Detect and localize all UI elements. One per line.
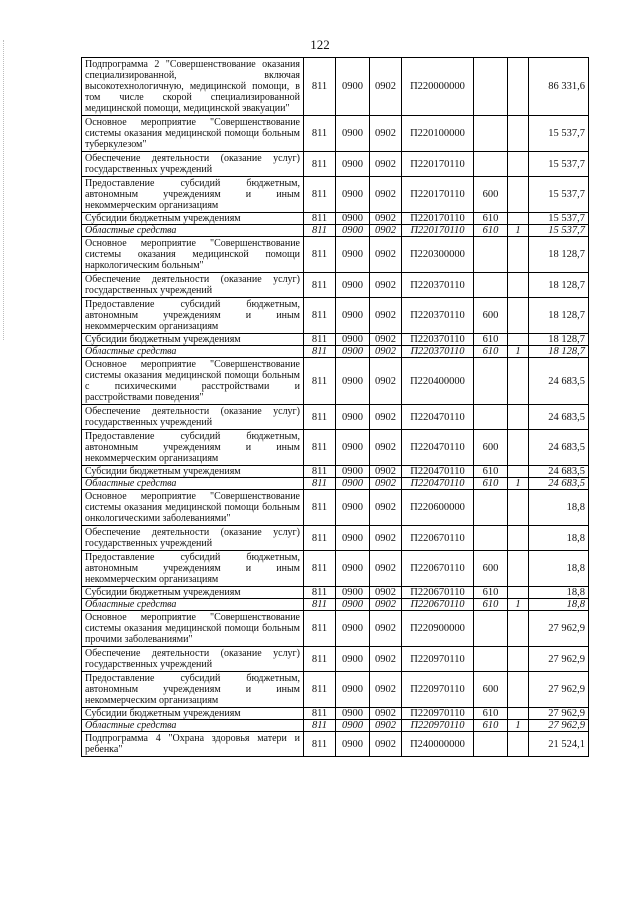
row-name-cell: Подпрограмма 4 "Охрана здоровья матери и ребенка" — [82, 732, 304, 757]
funding-source-cell — [508, 526, 529, 551]
ministry-code-cell: 811 — [304, 334, 336, 346]
ministry-code-cell: 811 — [304, 116, 336, 152]
expense-type-cell: 610 — [474, 466, 508, 478]
amount-cell: 15 537,7 — [529, 213, 589, 225]
table-row — [82, 177, 589, 213]
amount-cell: 27 962,9 — [529, 708, 589, 720]
section-code-cell: 0900 — [336, 490, 370, 526]
subsection-code-cell: 0902 — [370, 273, 402, 298]
section-code-cell: 0900 — [336, 611, 370, 647]
section-code-cell: 0900 — [336, 405, 370, 430]
row-name-cell: Основное мероприятие "Совершенствование системы оказания медицинской помощи больным с психическими расстройствами и расстройствами поведения" — [82, 358, 304, 405]
funding-source-cell: 1 — [508, 225, 529, 237]
section-code-cell: 0900 — [336, 647, 370, 672]
target-article-cell: П220370110 — [402, 334, 474, 346]
table-row — [82, 273, 589, 298]
row-name-cell: Предоставление субсидий бюджетным, автономным учреждениям и иным некоммерческим организациям — [82, 177, 304, 213]
amount-cell: 27 962,9 — [529, 720, 589, 732]
amount-cell: 18,8 — [529, 587, 589, 599]
subsection-code-cell: 0902 — [370, 213, 402, 225]
amount-cell: 15 537,7 — [529, 225, 589, 237]
table-row — [82, 647, 589, 672]
funding-source-cell — [508, 466, 529, 478]
table-row — [82, 116, 589, 152]
ministry-code-cell: 811 — [304, 225, 336, 237]
ministry-code-cell: 811 — [304, 587, 336, 599]
table-row — [82, 587, 589, 599]
expense-type-cell: 600 — [474, 551, 508, 587]
target-article-cell: П220370110 — [402, 346, 474, 358]
funding-source-cell: 1 — [508, 599, 529, 611]
target-article-cell: П220400000 — [402, 358, 474, 405]
funding-source-cell — [508, 490, 529, 526]
expense-type-cell: 610 — [474, 334, 508, 346]
subsection-code-cell: 0902 — [370, 430, 402, 466]
amount-cell: 18 128,7 — [529, 237, 589, 273]
target-article-cell: П220670110 — [402, 526, 474, 551]
section-code-cell: 0900 — [336, 732, 370, 757]
row-name-cell: Субсидии бюджетным учреждениям — [82, 587, 304, 599]
amount-cell: 27 962,9 — [529, 672, 589, 708]
amount-cell: 86 331,6 — [529, 58, 589, 116]
expense-type-cell — [474, 58, 508, 116]
funding-source-cell — [508, 273, 529, 298]
funding-source-cell — [508, 587, 529, 599]
row-name-cell: Областные средства — [82, 478, 304, 490]
funding-source-cell: 1 — [508, 346, 529, 358]
expense-type-cell: 610 — [474, 225, 508, 237]
subsection-code-cell: 0902 — [370, 58, 402, 116]
table-row — [82, 405, 589, 430]
funding-source-cell — [508, 334, 529, 346]
row-name-cell: Основное мероприятие "Совершенствование системы оказания медицинской помощи больным прочими заболеваниями" — [82, 611, 304, 647]
subsection-code-cell: 0902 — [370, 647, 402, 672]
subsection-code-cell: 0902 — [370, 720, 402, 732]
funding-source-cell — [508, 672, 529, 708]
regional-funds-row — [82, 599, 589, 611]
ministry-code-cell: 811 — [304, 466, 336, 478]
row-name-cell: Обеспечение деятельности (оказание услуг) государственных учреждений — [82, 152, 304, 177]
binding-margin-marks — [3, 40, 6, 340]
table-row — [82, 334, 589, 346]
target-article-cell: П220470110 — [402, 405, 474, 430]
ministry-code-cell: 811 — [304, 405, 336, 430]
table-row — [82, 526, 589, 551]
target-article-cell: П220970110 — [402, 647, 474, 672]
section-code-cell: 0900 — [336, 466, 370, 478]
amount-cell: 24 683,5 — [529, 430, 589, 466]
subsection-code-cell: 0902 — [370, 732, 402, 757]
row-name-cell: Подпрограмма 2 "Совершенствование оказания специализированной, включая высокотехнологичную, медицинской помощи, в том числе скорой специализированной медицинской помощи, медицинской эвакуации" — [82, 58, 304, 116]
subsection-code-cell: 0902 — [370, 358, 402, 405]
table-row — [82, 237, 589, 273]
target-article-cell: П220970110 — [402, 708, 474, 720]
subsection-code-cell: 0902 — [370, 466, 402, 478]
expense-type-cell — [474, 273, 508, 298]
ministry-code-cell: 811 — [304, 177, 336, 213]
section-code-cell: 0900 — [336, 599, 370, 611]
funding-source-cell — [508, 213, 529, 225]
funding-source-cell — [508, 358, 529, 405]
target-article-cell: П220600000 — [402, 490, 474, 526]
expense-type-cell: 600 — [474, 177, 508, 213]
subsection-code-cell: 0902 — [370, 298, 402, 334]
ministry-code-cell: 811 — [304, 298, 336, 334]
budget-table-body — [82, 58, 589, 757]
target-article-cell: П220900000 — [402, 611, 474, 647]
row-name-cell: Областные средства — [82, 599, 304, 611]
section-code-cell: 0900 — [336, 58, 370, 116]
subsection-code-cell: 0902 — [370, 177, 402, 213]
subsection-code-cell: 0902 — [370, 346, 402, 358]
ministry-code-cell: 811 — [304, 358, 336, 405]
ministry-code-cell: 811 — [304, 237, 336, 273]
target-article-cell: П220470110 — [402, 466, 474, 478]
row-name-cell: Предоставление субсидий бюджетным, автономным учреждениям и иным некоммерческим организациям — [82, 551, 304, 587]
target-article-cell: П220170110 — [402, 152, 474, 177]
target-article-cell: П220470110 — [402, 430, 474, 466]
row-name-cell: Субсидии бюджетным учреждениям — [82, 466, 304, 478]
target-article-cell: П220170110 — [402, 225, 474, 237]
expense-type-cell: 610 — [474, 720, 508, 732]
expense-type-cell — [474, 490, 508, 526]
section-code-cell: 0900 — [336, 237, 370, 273]
target-article-cell: П220370110 — [402, 298, 474, 334]
ministry-code-cell: 811 — [304, 213, 336, 225]
section-code-cell: 0900 — [336, 177, 370, 213]
expense-type-cell — [474, 405, 508, 430]
amount-cell: 24 683,5 — [529, 358, 589, 405]
funding-source-cell — [508, 298, 529, 334]
expense-type-cell — [474, 152, 508, 177]
section-code-cell: 0900 — [336, 152, 370, 177]
regional-funds-row — [82, 478, 589, 490]
target-article-cell: П220970110 — [402, 672, 474, 708]
amount-cell: 18,8 — [529, 599, 589, 611]
ministry-code-cell: 811 — [304, 672, 336, 708]
amount-cell: 24 683,5 — [529, 466, 589, 478]
section-code-cell: 0900 — [336, 551, 370, 587]
table-row — [82, 213, 589, 225]
target-article-cell: П220670110 — [402, 551, 474, 587]
target-article-cell: П220170110 — [402, 213, 474, 225]
expense-type-cell — [474, 732, 508, 757]
ministry-code-cell: 811 — [304, 152, 336, 177]
section-code-cell: 0900 — [336, 273, 370, 298]
table-row — [82, 152, 589, 177]
section-code-cell: 0900 — [336, 720, 370, 732]
target-article-cell: П220470110 — [402, 478, 474, 490]
funding-source-cell — [508, 152, 529, 177]
row-name-cell: Областные средства — [82, 720, 304, 732]
amount-cell: 27 962,9 — [529, 611, 589, 647]
expense-type-cell: 600 — [474, 430, 508, 466]
expense-type-cell — [474, 526, 508, 551]
target-article-cell: П220170110 — [402, 177, 474, 213]
amount-cell: 15 537,7 — [529, 116, 589, 152]
subsection-code-cell: 0902 — [370, 599, 402, 611]
section-code-cell: 0900 — [336, 298, 370, 334]
expense-type-cell: 610 — [474, 478, 508, 490]
subsection-code-cell: 0902 — [370, 237, 402, 273]
subsection-code-cell: 0902 — [370, 334, 402, 346]
subsection-code-cell: 0902 — [370, 225, 402, 237]
subsection-code-cell: 0902 — [370, 116, 402, 152]
target-article-cell: П240000000 — [402, 732, 474, 757]
amount-cell: 18 128,7 — [529, 334, 589, 346]
ministry-code-cell: 811 — [304, 346, 336, 358]
section-code-cell: 0900 — [336, 334, 370, 346]
section-code-cell: 0900 — [336, 358, 370, 405]
amount-cell: 15 537,7 — [529, 177, 589, 213]
row-name-cell: Предоставление субсидий бюджетным, автономным учреждениям и иным некоммерческим организациям — [82, 298, 304, 334]
subsection-code-cell: 0902 — [370, 152, 402, 177]
row-name-cell: Предоставление субсидий бюджетным, автономным учреждениям и иным некоммерческим организациям — [82, 430, 304, 466]
funding-source-cell — [508, 430, 529, 466]
row-name-cell: Предоставление субсидий бюджетным, автономным учреждениям и иным некоммерческим организациям — [82, 672, 304, 708]
section-code-cell: 0900 — [336, 116, 370, 152]
subsection-code-cell: 0902 — [370, 611, 402, 647]
subsection-code-cell: 0902 — [370, 526, 402, 551]
expense-type-cell: 600 — [474, 672, 508, 708]
section-code-cell: 0900 — [336, 708, 370, 720]
row-name-cell: Областные средства — [82, 225, 304, 237]
funding-source-cell — [508, 237, 529, 273]
row-name-cell: Обеспечение деятельности (оказание услуг) государственных учреждений — [82, 273, 304, 298]
amount-cell: 18,8 — [529, 551, 589, 587]
ministry-code-cell: 811 — [304, 551, 336, 587]
row-name-cell: Основное мероприятие "Совершенствование системы оказания медицинской помощи наркологическим больным" — [82, 237, 304, 273]
section-code-cell: 0900 — [336, 213, 370, 225]
amount-cell: 24 683,5 — [529, 478, 589, 490]
funding-source-cell — [508, 405, 529, 430]
regional-funds-row — [82, 720, 589, 732]
expense-type-cell — [474, 116, 508, 152]
amount-cell: 21 524,1 — [529, 732, 589, 757]
section-code-cell: 0900 — [336, 587, 370, 599]
target-article-cell: П220000000 — [402, 58, 474, 116]
expense-type-cell: 600 — [474, 298, 508, 334]
table-row — [82, 611, 589, 647]
row-name-cell: Обеспечение деятельности (оказание услуг) государственных учреждений — [82, 647, 304, 672]
target-article-cell: П220670110 — [402, 599, 474, 611]
expense-type-cell — [474, 647, 508, 672]
amount-cell: 18 128,7 — [529, 298, 589, 334]
budget-table — [81, 57, 589, 757]
page-number: 122 — [310, 37, 330, 52]
amount-cell: 18,8 — [529, 526, 589, 551]
table-row — [82, 466, 589, 478]
row-name-cell: Основное мероприятие "Совершенствование системы оказания медицинской помощи больным онкологическими заболеваниями" — [82, 490, 304, 526]
ministry-code-cell: 811 — [304, 732, 336, 757]
funding-source-cell — [508, 58, 529, 116]
amount-cell: 27 962,9 — [529, 647, 589, 672]
expense-type-cell — [474, 358, 508, 405]
section-code-cell: 0900 — [336, 526, 370, 551]
ministry-code-cell: 811 — [304, 526, 336, 551]
table-row — [82, 430, 589, 466]
funding-source-cell — [508, 611, 529, 647]
row-name-cell: Основное мероприятие "Совершенствование системы оказания медицинской помощи больным туберкулезом" — [82, 116, 304, 152]
funding-source-cell — [508, 708, 529, 720]
subsection-code-cell: 0902 — [370, 672, 402, 708]
section-code-cell: 0900 — [336, 225, 370, 237]
funding-source-cell — [508, 732, 529, 757]
funding-source-cell — [508, 551, 529, 587]
target-article-cell: П220970110 — [402, 720, 474, 732]
row-name-cell: Субсидии бюджетным учреждениям — [82, 213, 304, 225]
ministry-code-cell: 811 — [304, 273, 336, 298]
target-article-cell: П220370110 — [402, 273, 474, 298]
ministry-code-cell: 811 — [304, 611, 336, 647]
ministry-code-cell: 811 — [304, 720, 336, 732]
subsection-code-cell: 0902 — [370, 708, 402, 720]
expense-type-cell — [474, 237, 508, 273]
table-row — [82, 490, 589, 526]
subsection-code-cell: 0902 — [370, 587, 402, 599]
target-article-cell: П220670110 — [402, 587, 474, 599]
amount-cell: 18 128,7 — [529, 273, 589, 298]
ministry-code-cell: 811 — [304, 430, 336, 466]
table-row — [82, 58, 589, 116]
section-code-cell: 0900 — [336, 672, 370, 708]
regional-funds-row — [82, 346, 589, 358]
ministry-code-cell: 811 — [304, 58, 336, 116]
table-row — [82, 358, 589, 405]
expense-type-cell: 610 — [474, 213, 508, 225]
row-name-cell: Обеспечение деятельности (оказание услуг) государственных учреждений — [82, 526, 304, 551]
table-row — [82, 708, 589, 720]
ministry-code-cell: 811 — [304, 647, 336, 672]
row-name-cell: Субсидии бюджетным учреждениям — [82, 334, 304, 346]
regional-funds-row — [82, 225, 589, 237]
table-row — [82, 551, 589, 587]
funding-source-cell — [508, 116, 529, 152]
funding-source-cell: 1 — [508, 478, 529, 490]
expense-type-cell: 610 — [474, 587, 508, 599]
row-name-cell: Областные средства — [82, 346, 304, 358]
expense-type-cell: 610 — [474, 346, 508, 358]
expense-type-cell: 610 — [474, 708, 508, 720]
row-name-cell: Субсидии бюджетным учреждениям — [82, 708, 304, 720]
expense-type-cell: 610 — [474, 599, 508, 611]
section-code-cell: 0900 — [336, 478, 370, 490]
target-article-cell: П220300000 — [402, 237, 474, 273]
amount-cell: 18 128,7 — [529, 346, 589, 358]
section-code-cell: 0900 — [336, 430, 370, 466]
funding-source-cell — [508, 177, 529, 213]
amount-cell: 15 537,7 — [529, 152, 589, 177]
ministry-code-cell: 811 — [304, 599, 336, 611]
row-name-cell: Обеспечение деятельности (оказание услуг) государственных учреждений — [82, 405, 304, 430]
table-row — [82, 732, 589, 757]
ministry-code-cell: 811 — [304, 478, 336, 490]
subsection-code-cell: 0902 — [370, 478, 402, 490]
amount-cell: 18,8 — [529, 490, 589, 526]
funding-source-cell: 1 — [508, 720, 529, 732]
ministry-code-cell: 811 — [304, 708, 336, 720]
ministry-code-cell: 811 — [304, 490, 336, 526]
section-code-cell: 0900 — [336, 346, 370, 358]
subsection-code-cell: 0902 — [370, 551, 402, 587]
table-row — [82, 672, 589, 708]
subsection-code-cell: 0902 — [370, 405, 402, 430]
funding-source-cell — [508, 647, 529, 672]
subsection-code-cell: 0902 — [370, 490, 402, 526]
table-row — [82, 298, 589, 334]
target-article-cell: П220100000 — [402, 116, 474, 152]
expense-type-cell — [474, 611, 508, 647]
amount-cell: 24 683,5 — [529, 405, 589, 430]
